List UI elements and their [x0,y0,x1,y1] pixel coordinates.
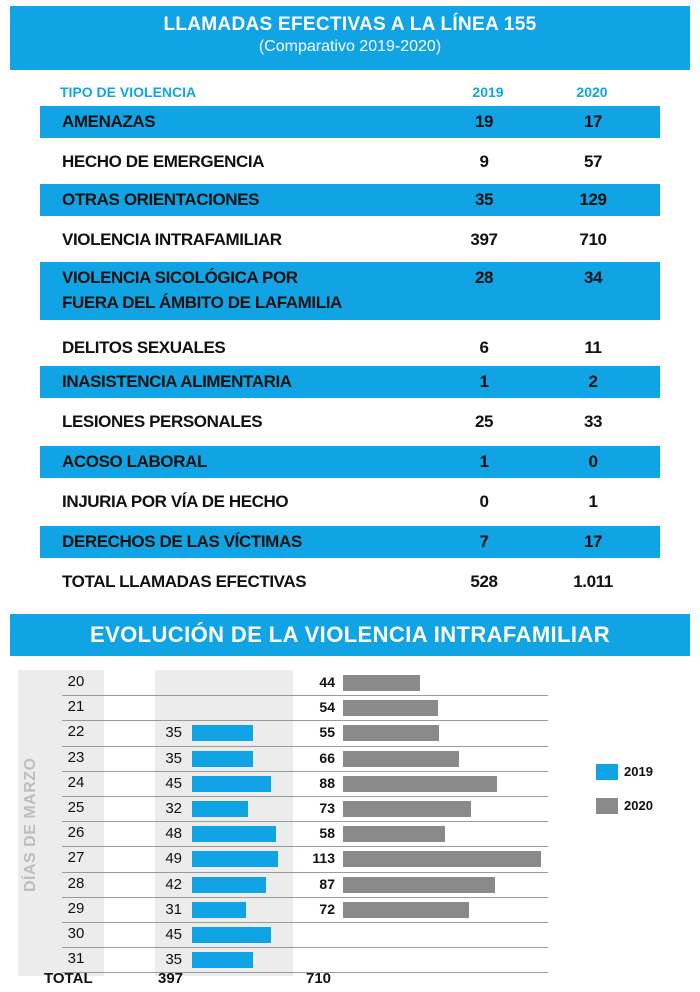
row-label: HECHO DE EMERGENCIA [62,152,265,171]
day-label: 28 [67,874,85,892]
day-label: 26 [67,824,85,842]
value-label-2020: 44 [319,674,335,690]
day-label: 25 [67,799,85,816]
legend-swatch-2020 [596,798,618,814]
row-value-2020: 129 [579,190,607,209]
row-label: ACOSO LABORAL [62,452,207,471]
row-value-2019: 6 [479,338,489,357]
bar-2019 [192,927,271,943]
value-label-2020: 72 [319,900,335,917]
row-value-2020: 33 [583,412,603,431]
row-label: VIOLENCIA INTRAFAMILIAR [62,230,282,249]
row-value-2020: 34 [583,268,603,287]
value-label-2020: 58 [319,825,335,842]
bar-2020 [343,851,541,867]
bar-2020 [343,801,471,817]
row-divider [62,846,548,847]
bar-2020 [343,826,445,842]
day-label: 20 [67,673,85,690]
row-value-2020: 17 [583,532,603,551]
value-label-2020: 88 [319,774,335,791]
row-value-2019: 35 [474,190,494,209]
value-label-2019: 32 [165,800,182,817]
page-title: LLAMADAS EFECTIVAS A LA LÍNEA 155 [163,14,537,35]
value-label-2019: 49 [165,850,182,868]
day-label: 22 [67,723,85,741]
value-label-2020: 54 [319,699,335,716]
row-value-2019: 28 [474,268,494,287]
row-label: INASISTENCIA ALIMENTARIA [62,372,292,391]
value-label-2019: 35 [165,951,182,969]
row-divider [62,947,548,948]
bar-2019 [192,751,253,767]
row-divider [62,695,548,696]
row-value-2019: 9 [479,152,489,171]
table-row [40,262,660,320]
table-row [40,184,660,216]
table-row [40,526,660,558]
row-value-2019: 19 [474,112,494,131]
bar-2019 [192,776,271,792]
row-label: INJURIA POR VÍA DE HECHO [62,492,289,511]
row-value-2020: 1.011 [573,572,613,591]
row-label: AMENAZAS [62,112,156,131]
table-row [40,406,660,436]
row-value-2019: 25 [474,412,494,431]
row-value-2020: 17 [583,112,603,131]
bar-2019 [192,725,253,741]
table-header [40,84,660,104]
row-value-2019: 0 [479,492,489,511]
row-value-2020: 11 [584,338,602,357]
bar-2019 [192,801,248,817]
value-label-2019: 31 [165,900,182,918]
value-label-2019: 42 [165,875,182,893]
day-label: 29 [67,899,85,917]
row-value-2020: 1 [588,492,598,511]
table-row [40,566,660,596]
day-label: 21 [67,698,85,716]
value-label-2019: 48 [165,825,182,843]
row-value-2019: 397 [470,230,498,249]
bar-2020 [343,902,469,918]
total-2020: 710 [306,970,332,987]
row-value-2019: 1 [479,452,489,471]
row-divider [62,796,548,797]
row-divider [62,897,548,898]
row-divider [62,720,548,721]
row-divider [62,746,548,747]
column-header-2019: 2019 [472,84,504,100]
row-label: TOTAL LLAMADAS EFECTIVAS [62,572,307,591]
row-value-2020: 57 [583,152,603,171]
bar-2020 [343,877,495,893]
row-value-2020: 2 [588,372,598,391]
y-axis-label: DÍAS DE MARZO [22,757,39,893]
page-subtitle: (Comparativo 2019-2020) [258,38,442,55]
row-divider [62,872,548,873]
table-row [40,446,660,478]
row-value-2019: 1 [479,372,489,391]
row-value-2020: 0 [588,452,598,471]
total-2019: 397 [158,970,184,987]
value-label-2019: 35 [165,724,182,742]
column-header-type: TIPO DE VIOLENCIA [60,84,197,100]
value-label-2020: 113 [312,850,335,867]
chart-title: EVOLUCIÓN DE LA VIOLENCIA INTRAFAMILIAR [10,614,690,656]
bar-2019 [192,902,246,918]
row-label: DERECHOS DE LAS VÍCTIMAS [62,532,302,551]
column-header-2020: 2020 [576,84,608,100]
day-label: 23 [67,748,85,766]
value-label-2020: 73 [319,800,335,816]
bar-2020 [343,776,497,792]
value-label-2020: 55 [319,724,335,741]
row-value-2020: 710 [579,230,607,249]
value-label-2019: 45 [165,774,182,792]
legend-label-2019: 2019 [624,764,653,779]
bar-2019 [192,877,266,893]
table-row [40,332,660,362]
day-label: 30 [67,925,85,942]
row-divider [62,771,548,772]
row-label: DELITOS SEXUALES [62,338,226,357]
row-label: LESIONES PERSONALES [62,412,263,431]
bar-2019 [192,851,278,867]
table-row [40,486,660,516]
value-label-2020: 66 [319,749,335,766]
row-value-2019: 528 [470,572,498,591]
value-label-2020: 87 [319,875,335,892]
table-row [40,366,660,398]
day-label: 27 [67,849,85,867]
day-label: 31 [67,950,85,968]
value-label-2019: 35 [165,749,182,767]
row-label: VIOLENCIA SICOLÓGICA POR [62,268,298,287]
row-label: OTRAS ORIENTACIONES [62,190,260,209]
header-banner [10,6,690,70]
total-label: TOTAL [44,970,93,987]
table-row [40,224,660,254]
bar-2020 [343,675,420,691]
bar-2020 [343,725,439,741]
bar-2020 [343,751,459,767]
row-divider [62,821,548,822]
table-row [40,106,660,138]
row-label-line2: FUERA DEL ÁMBITO DE LAFAMILIA [62,293,342,312]
value-label-2019: 45 [165,926,182,943]
legend-label-2020: 2020 [624,798,653,813]
row-divider [62,922,548,923]
row-divider [62,972,548,973]
bar-2019 [192,952,253,968]
legend-swatch-2019 [596,764,618,780]
bar-2020 [343,700,438,716]
row-value-2019: 7 [479,532,489,551]
day-label: 24 [67,773,85,791]
table-row [40,146,660,176]
bar-2019 [192,826,276,842]
